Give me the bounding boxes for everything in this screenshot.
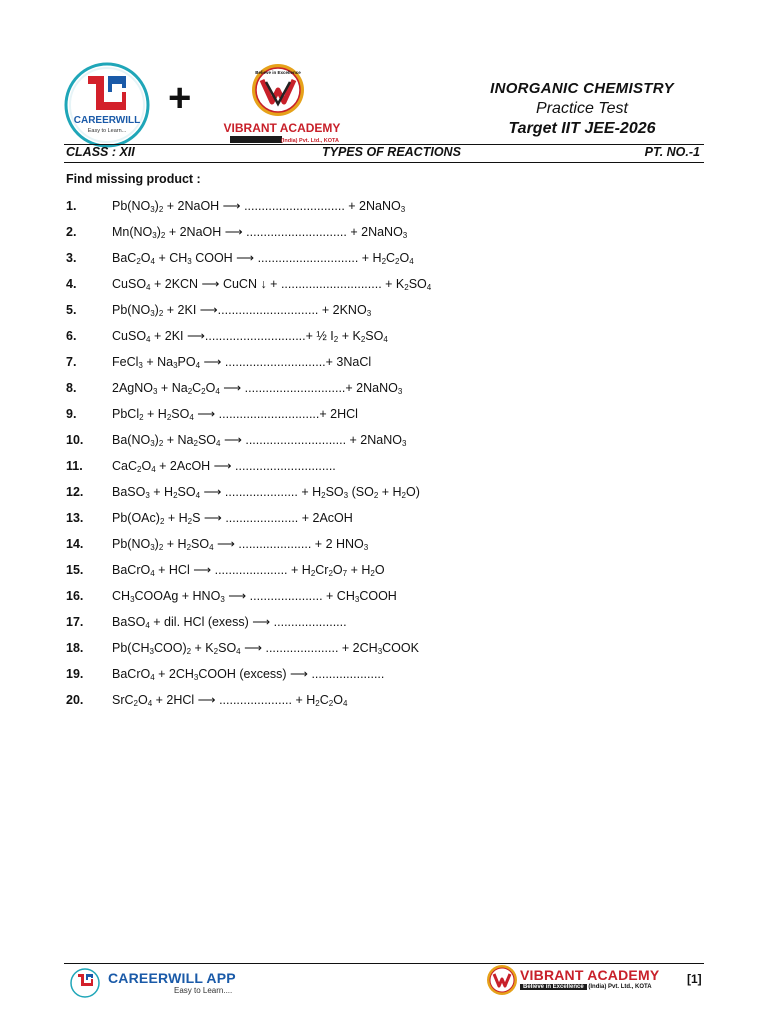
vibrant-academy-logo	[222, 60, 354, 148]
question-number: 3.	[66, 251, 77, 265]
pt-number: PT. NO.-1	[644, 145, 700, 159]
question-equation: $Pb(CH_3COO)_2 + K_2SO_4$ ⟶ ..................... + $2CH_3COOK$	[112, 641, 419, 656]
question-number: 11.	[66, 459, 83, 473]
question-item	[66, 197, 706, 223]
question-item	[66, 275, 706, 301]
footer-careerwill	[70, 968, 250, 1000]
meta-row	[66, 145, 704, 161]
question-equation: PbCl$_2$ + $H_2SO_4$ ⟶ .............................+ 2HCl	[112, 407, 358, 422]
question-item	[66, 405, 706, 431]
subject-title: INORGANIC CHEMISTRY	[490, 80, 674, 97]
question-number: 15.	[66, 563, 84, 577]
plus-sign: +	[168, 76, 192, 120]
header-rule-bottom	[64, 162, 704, 163]
careerwill-logo	[64, 62, 150, 148]
question-item	[66, 665, 706, 691]
question-equation: $Mn(NO_3)_2$ + 2NaOH ⟶ ............................. + 2NaNO$_3$	[112, 225, 408, 240]
question-number: 8.	[66, 381, 77, 395]
question-number: 7.	[66, 355, 77, 369]
vibrant-logo-tag: Believe in Excellence	[255, 70, 301, 75]
question-number: 10.	[66, 433, 84, 447]
question-item	[66, 327, 706, 353]
footer-academy-sub: (India) Pvt. Ltd., KOTA	[588, 984, 652, 990]
question-number: 1.	[66, 199, 77, 213]
question-number: 19.	[66, 667, 84, 681]
header-title-block	[462, 79, 702, 139]
question-item	[66, 431, 706, 457]
question-number: 9.	[66, 407, 77, 421]
question-number: 2.	[66, 225, 77, 239]
careerwill-footer-icon	[70, 968, 100, 998]
question-item	[66, 509, 706, 535]
question-number: 4.	[66, 277, 77, 291]
target-exam: Target IIT JEE-2026	[508, 120, 656, 137]
page-number: [1]	[687, 972, 702, 986]
question-equation: 2AgNO$_3$ + $Na_2C_2O_4$ ⟶ .............................+ 2NaNO$_3$	[112, 381, 403, 396]
vibrant-logo-name: VIBRANT ACADEMY	[223, 121, 341, 135]
careerwill-logo-tag: Easy to Learn...	[87, 128, 127, 134]
careerwill-logo-name: CAREERWILL	[73, 115, 141, 126]
question-number: 14.	[66, 537, 84, 551]
question-equation: $CaC_2O_4$ + 2AcOH ⟶ .............................	[112, 459, 336, 474]
question-equation: $BaC_2O_4 + CH_3$ COOH ⟶ ............................. + $H_2C_2O_4$	[112, 251, 414, 266]
instruction: Find missing product :	[66, 172, 201, 186]
question-equation: $SrC_2O_4 + 2HCl$ ⟶ ..................... + $H_2C_2O_4$	[112, 693, 348, 708]
question-item	[66, 301, 706, 327]
footer-academy-name: VIBRANT ACADEMY	[520, 967, 660, 983]
question-item	[66, 249, 706, 275]
question-equation: BaSO$_4$ + dil. HCl (exess) ⟶ .....................	[112, 615, 347, 630]
test-name: Practice Test	[536, 100, 628, 117]
question-item	[66, 223, 706, 249]
question-number: 12.	[66, 485, 84, 499]
question-item	[66, 457, 706, 483]
question-equation: CuSO$_4$ + 2KI ⟶.............................+ ½ $I_2 + K_2SO_4$	[112, 329, 388, 344]
question-number: 6.	[66, 329, 77, 343]
topic-label: TYPES OF REACTIONS	[322, 145, 461, 159]
question-item	[66, 353, 706, 379]
question-equation: BaSO$_3$ + $H_2SO_4$ ⟶ ..................... + $H_2SO_3$ $(SO_2 + H_2O)$	[112, 485, 420, 500]
question-equation: CuSO$_4$ + 2KCN ⟶ CuCN ↓ + ............................. + $K_2SO_4$	[112, 277, 432, 292]
question-item	[66, 379, 706, 405]
question-equation: $Ba(NO_3)_2 + Na_2SO_4$ ⟶ ............................. + 2NaNO$_3$	[112, 433, 407, 448]
footer-academy-tag: Believe in Excellence	[520, 984, 587, 990]
question-equation: $Pb(NO_3)_2 + 2KI$ ⟶............................. + $2KNO_3$	[112, 303, 372, 318]
question-list	[66, 197, 706, 717]
question-equation: BaCrO$_4$ + HCl ⟶ ..................... + $H_2Cr_2O_7 + H_2O$	[112, 563, 385, 578]
footer-vibrant	[486, 964, 672, 998]
question-item	[66, 587, 706, 613]
vibrant-logo-sub: (India) Pvt. Ltd., KOTA	[281, 138, 339, 144]
vibrant-footer-icon	[486, 964, 518, 996]
question-number: 18.	[66, 641, 84, 655]
question-equation: $Pb(NO_3)_2 + H_2SO_4$ ⟶ ..................... + 2 $HNO_3$	[112, 537, 369, 552]
question-item	[66, 691, 706, 717]
question-equation: BaCrO$_4$ + $2CH_3COOH$ (excess) ⟶ .....................	[112, 667, 385, 682]
question-item	[66, 639, 706, 665]
question-number: 20.	[66, 693, 84, 707]
footer-app-name: CAREERWILL APP	[108, 970, 236, 986]
question-item	[66, 483, 706, 509]
footer-app-tag: Easy to Learn....	[174, 986, 233, 995]
question-item	[66, 613, 706, 639]
question-number: 5.	[66, 303, 77, 317]
question-item	[66, 535, 706, 561]
question-equation: FeCl$_3$ + $Na_3PO_4$ ⟶ .............................+ 3NaCl	[112, 355, 372, 370]
question-number: 16.	[66, 589, 84, 603]
class-label: CLASS : XII	[66, 145, 135, 159]
question-equation: $Pb(OAc)_2 + H_2S$ ⟶ ..................... + 2AcOH	[112, 511, 353, 526]
footer-academy-strip	[520, 984, 668, 994]
question-equation: $CH_3COOAg + HNO_3$ ⟶ ..................... + $CH_3COOH$	[112, 589, 397, 604]
question-number: 17.	[66, 615, 84, 629]
question-equation: $Pb(NO_3)_2$ + 2NaOH ⟶ ............................. + 2NaNO$_3$	[112, 199, 406, 214]
question-item	[66, 561, 706, 587]
question-number: 13.	[66, 511, 84, 525]
